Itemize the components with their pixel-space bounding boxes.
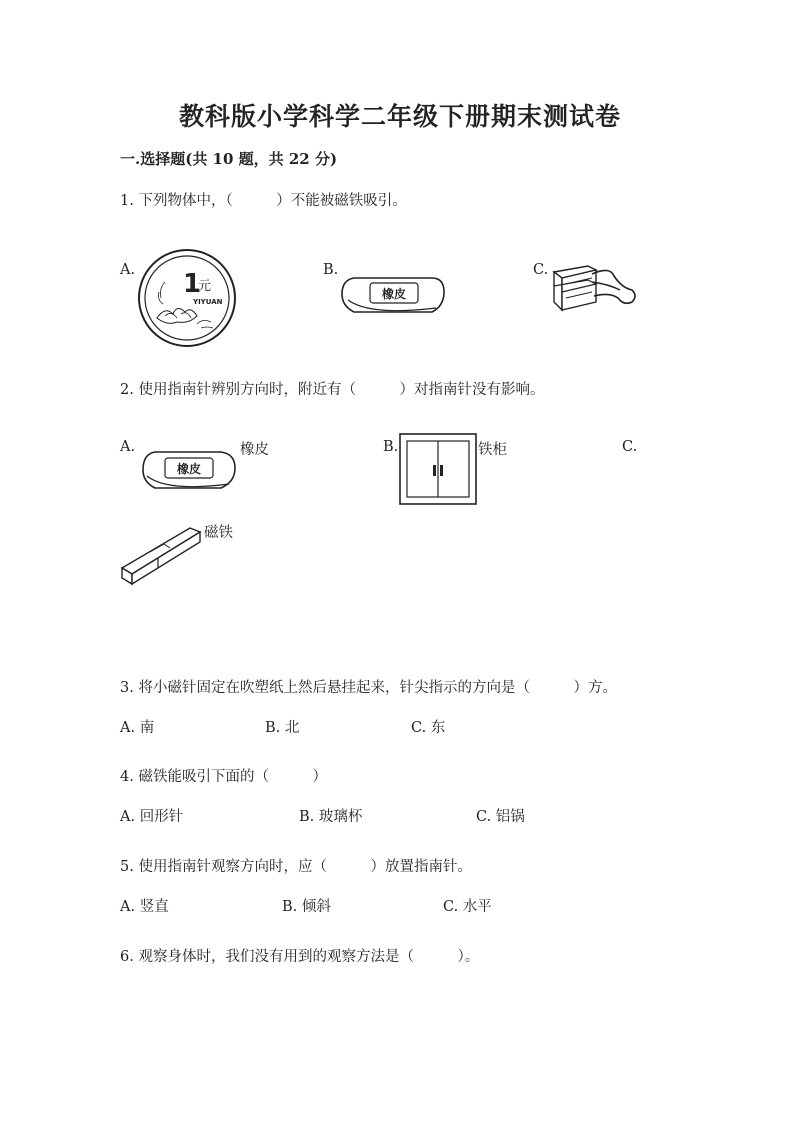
q1-option-b-label[interactable]: B. [323, 262, 339, 278]
q2-magnet-caption: 磁铁 [204, 525, 233, 541]
q1-option-c-label[interactable]: C. [533, 262, 549, 278]
page-title: 教科版小学科学二年级下册期末测试卷 [178, 102, 621, 131]
question-5-text: 5. 使用指南针观察方向时，应（ ）放置指南针。 [120, 859, 472, 875]
q5-option-a[interactable]: A. 竖直 [120, 899, 169, 915]
eraser-label: 橡皮 [176, 462, 202, 476]
bar-magnet-icon [118, 522, 204, 586]
question-6-text: 6. 观察身体时，我们没有用到的观察方法是（ ）。 [120, 949, 480, 965]
eraser-icon [340, 272, 448, 320]
q2-option-b-caption: 铁柜 [478, 442, 507, 458]
q4-option-a[interactable]: A. 回形针 [120, 809, 184, 825]
coin-pinyin: YIYUAN [193, 298, 223, 306]
q2-option-a-caption: 橡皮 [240, 442, 269, 458]
eraser-label: 橡皮 [381, 287, 407, 301]
coin-number: 1 [183, 269, 202, 299]
question-2-text: 2. 使用指南针辨别方向时，附近有（ ）对指南针没有影响。 [120, 382, 545, 398]
q4-option-c[interactable]: C. 铝锅 [476, 809, 525, 825]
q4-option-b[interactable]: B. 玻璃杯 [299, 809, 363, 825]
q2-option-c-label[interactable]: C. [622, 439, 638, 455]
question-3-text: 3. 将小磁针固定在吹塑纸上然后悬挂起来，针尖指示的方向是（ ）方。 [120, 680, 617, 696]
q5-option-c[interactable]: C. 水平 [443, 899, 492, 915]
eraser-icon [141, 448, 237, 494]
q5-option-b[interactable]: B. 倾斜 [282, 899, 331, 915]
iron-cabinet-icon [398, 432, 478, 506]
question-1-text: 1. 下列物体中，（ ）不能被磁铁吸引。 [120, 193, 407, 209]
q2-option-a-label[interactable]: A. [120, 439, 136, 455]
coin-icon [137, 248, 237, 348]
q3-option-b[interactable]: B. 北 [265, 720, 300, 736]
q1-option-a-label[interactable]: A. [120, 262, 136, 278]
binder-clip-icon [548, 262, 640, 322]
question-4-text: 4. 磁铁能吸引下面的（ ） [120, 769, 327, 785]
q3-option-c[interactable]: C. 东 [411, 720, 446, 736]
q2-option-b-label[interactable]: B. [383, 439, 399, 455]
q3-option-a[interactable]: A. 南 [120, 720, 155, 736]
section-heading: 一.选择题(共 10 题，共 22 分) [120, 150, 338, 168]
coin-unit: 元 [198, 279, 212, 294]
